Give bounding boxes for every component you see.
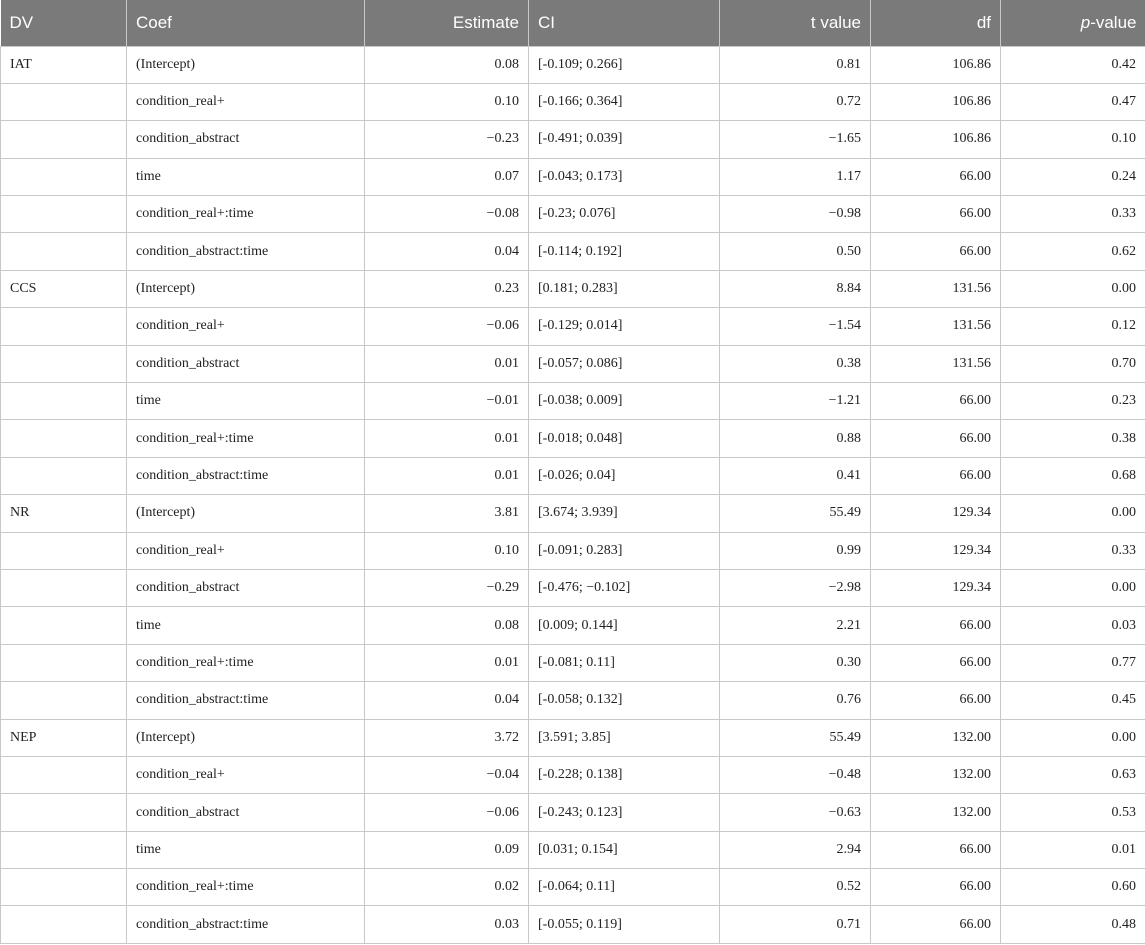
cell-p-value: 0.23 bbox=[1001, 383, 1145, 420]
table-row bbox=[1, 869, 1145, 906]
cell-ci: [-0.114; 0.192] bbox=[529, 233, 720, 270]
cell-dv bbox=[1, 794, 127, 831]
cell-coef: condition_real+:time bbox=[127, 869, 365, 906]
cell-p-value: 0.62 bbox=[1001, 233, 1145, 270]
cell-p-value: 0.48 bbox=[1001, 906, 1145, 943]
cell-dv bbox=[1, 682, 127, 719]
cell-coef: condition_real+:time bbox=[127, 196, 365, 233]
cell-estimate: −0.29 bbox=[365, 569, 529, 606]
cell-p-value: 0.00 bbox=[1001, 719, 1145, 756]
cell-ci: [0.009; 0.144] bbox=[529, 607, 720, 644]
cell-coef: condition_abstract bbox=[127, 794, 365, 831]
cell-df: 66.00 bbox=[871, 383, 1001, 420]
cell-t-value: 0.30 bbox=[720, 644, 871, 681]
cell-t-value: −0.48 bbox=[720, 756, 871, 793]
cell-estimate: −0.06 bbox=[365, 308, 529, 345]
table-header bbox=[1, 0, 1145, 46]
header-p-italic: p bbox=[1080, 12, 1091, 32]
cell-p-value: 0.68 bbox=[1001, 457, 1145, 494]
cell-ci: [-0.026; 0.04] bbox=[529, 457, 720, 494]
cell-t-value: 1.17 bbox=[720, 158, 871, 195]
cell-p-value: 0.60 bbox=[1001, 869, 1145, 906]
cell-ci: [3.674; 3.939] bbox=[529, 495, 720, 532]
cell-t-value: −2.98 bbox=[720, 569, 871, 606]
header-coef: Coef bbox=[127, 0, 365, 46]
cell-df: 131.56 bbox=[871, 270, 1001, 307]
table-row bbox=[1, 345, 1145, 382]
table-row bbox=[1, 420, 1145, 457]
cell-p-value: 0.33 bbox=[1001, 196, 1145, 233]
table-row bbox=[1, 682, 1145, 719]
table-row bbox=[1, 158, 1145, 195]
cell-dv bbox=[1, 158, 127, 195]
cell-df: 106.86 bbox=[871, 83, 1001, 120]
cell-coef: time bbox=[127, 383, 365, 420]
table-row bbox=[1, 457, 1145, 494]
cell-df: 66.00 bbox=[871, 607, 1001, 644]
cell-p-value: 0.03 bbox=[1001, 607, 1145, 644]
cell-coef: condition_real+:time bbox=[127, 644, 365, 681]
table-row bbox=[1, 532, 1145, 569]
table-row bbox=[1, 196, 1145, 233]
cell-t-value: −1.65 bbox=[720, 121, 871, 158]
cell-dv bbox=[1, 532, 127, 569]
cell-dv bbox=[1, 383, 127, 420]
table-row bbox=[1, 607, 1145, 644]
cell-p-value: 0.10 bbox=[1001, 121, 1145, 158]
cell-coef: condition_abstract:time bbox=[127, 233, 365, 270]
header-t-value: t value bbox=[720, 0, 871, 46]
cell-df: 132.00 bbox=[871, 719, 1001, 756]
cell-p-value: 0.12 bbox=[1001, 308, 1145, 345]
cell-df: 129.34 bbox=[871, 495, 1001, 532]
cell-df: 66.00 bbox=[871, 831, 1001, 868]
cell-coef: condition_real+ bbox=[127, 532, 365, 569]
cell-ci: [-0.491; 0.039] bbox=[529, 121, 720, 158]
cell-df: 132.00 bbox=[871, 756, 1001, 793]
header-row bbox=[1, 0, 1145, 46]
header-ci: CI bbox=[529, 0, 720, 46]
cell-ci: [-0.228; 0.138] bbox=[529, 756, 720, 793]
cell-p-value: 0.45 bbox=[1001, 682, 1145, 719]
cell-coef: condition_abstract:time bbox=[127, 457, 365, 494]
table-row bbox=[1, 233, 1145, 270]
cell-estimate: 0.10 bbox=[365, 83, 529, 120]
cell-ci: [-0.109; 0.266] bbox=[529, 46, 720, 83]
cell-estimate: 3.81 bbox=[365, 495, 529, 532]
cell-estimate: 3.72 bbox=[365, 719, 529, 756]
cell-ci: [-0.243; 0.123] bbox=[529, 794, 720, 831]
cell-estimate: 0.23 bbox=[365, 270, 529, 307]
cell-estimate: −0.04 bbox=[365, 756, 529, 793]
table-body bbox=[1, 46, 1145, 943]
cell-coef: condition_abstract bbox=[127, 569, 365, 606]
cell-estimate: −0.06 bbox=[365, 794, 529, 831]
cell-dv: CCS bbox=[1, 270, 127, 307]
cell-dv bbox=[1, 756, 127, 793]
cell-coef: condition_real+ bbox=[127, 756, 365, 793]
cell-dv bbox=[1, 420, 127, 457]
cell-coef: condition_real+ bbox=[127, 308, 365, 345]
cell-dv bbox=[1, 607, 127, 644]
cell-df: 66.00 bbox=[871, 158, 1001, 195]
cell-estimate: −0.23 bbox=[365, 121, 529, 158]
cell-t-value: 55.49 bbox=[720, 495, 871, 532]
cell-estimate: 0.03 bbox=[365, 906, 529, 943]
cell-estimate: −0.08 bbox=[365, 196, 529, 233]
cell-estimate: 0.07 bbox=[365, 158, 529, 195]
header-df: df bbox=[871, 0, 1001, 46]
cell-ci: [-0.166; 0.364] bbox=[529, 83, 720, 120]
cell-t-value: 0.76 bbox=[720, 682, 871, 719]
cell-t-value: 2.21 bbox=[720, 607, 871, 644]
cell-p-value: 0.00 bbox=[1001, 495, 1145, 532]
cell-df: 131.56 bbox=[871, 345, 1001, 382]
cell-dv bbox=[1, 196, 127, 233]
cell-estimate: 0.09 bbox=[365, 831, 529, 868]
cell-ci: [0.031; 0.154] bbox=[529, 831, 720, 868]
cell-p-value: 0.00 bbox=[1001, 270, 1145, 307]
cell-ci: [-0.055; 0.119] bbox=[529, 906, 720, 943]
cell-dv: NR bbox=[1, 495, 127, 532]
cell-p-value: 0.42 bbox=[1001, 46, 1145, 83]
cell-p-value: 0.47 bbox=[1001, 83, 1145, 120]
cell-dv bbox=[1, 345, 127, 382]
cell-coef: condition_real+ bbox=[127, 83, 365, 120]
cell-estimate: −0.01 bbox=[365, 383, 529, 420]
cell-dv bbox=[1, 457, 127, 494]
cell-ci: [-0.058; 0.132] bbox=[529, 682, 720, 719]
cell-coef: condition_abstract:time bbox=[127, 906, 365, 943]
cell-coef: (Intercept) bbox=[127, 270, 365, 307]
cell-dv bbox=[1, 569, 127, 606]
cell-t-value: 0.88 bbox=[720, 420, 871, 457]
cell-df: 129.34 bbox=[871, 569, 1001, 606]
cell-coef: (Intercept) bbox=[127, 495, 365, 532]
cell-dv: NEP bbox=[1, 719, 127, 756]
table-row bbox=[1, 756, 1145, 793]
cell-df: 66.00 bbox=[871, 906, 1001, 943]
cell-ci: [-0.018; 0.048] bbox=[529, 420, 720, 457]
cell-coef: time bbox=[127, 158, 365, 195]
cell-ci: [-0.476; −0.102] bbox=[529, 569, 720, 606]
cell-t-value: 0.72 bbox=[720, 83, 871, 120]
cell-ci: [-0.23; 0.076] bbox=[529, 196, 720, 233]
cell-p-value: 0.53 bbox=[1001, 794, 1145, 831]
cell-coef: time bbox=[127, 831, 365, 868]
cell-df: 66.00 bbox=[871, 644, 1001, 681]
cell-t-value: 55.49 bbox=[720, 719, 871, 756]
cell-coef: condition_real+:time bbox=[127, 420, 365, 457]
cell-estimate: 0.01 bbox=[365, 457, 529, 494]
cell-df: 66.00 bbox=[871, 420, 1001, 457]
header-estimate: Estimate bbox=[365, 0, 529, 46]
cell-t-value: 0.81 bbox=[720, 46, 871, 83]
cell-t-value: 2.94 bbox=[720, 831, 871, 868]
cell-estimate: 0.04 bbox=[365, 682, 529, 719]
cell-ci: [-0.057; 0.086] bbox=[529, 345, 720, 382]
cell-t-value: −1.21 bbox=[720, 383, 871, 420]
cell-ci: [-0.038; 0.009] bbox=[529, 383, 720, 420]
cell-estimate: 0.08 bbox=[365, 46, 529, 83]
cell-coef: time bbox=[127, 607, 365, 644]
cell-df: 66.00 bbox=[871, 682, 1001, 719]
cell-df: 66.00 bbox=[871, 233, 1001, 270]
cell-dv bbox=[1, 233, 127, 270]
cell-p-value: 0.33 bbox=[1001, 532, 1145, 569]
cell-estimate: 0.08 bbox=[365, 607, 529, 644]
cell-t-value: 0.71 bbox=[720, 906, 871, 943]
cell-coef: condition_abstract bbox=[127, 345, 365, 382]
cell-df: 66.00 bbox=[871, 869, 1001, 906]
cell-t-value: 0.99 bbox=[720, 532, 871, 569]
cell-ci: [-0.081; 0.11] bbox=[529, 644, 720, 681]
cell-t-value: 0.52 bbox=[720, 869, 871, 906]
cell-t-value: −0.63 bbox=[720, 794, 871, 831]
table-row bbox=[1, 794, 1145, 831]
cell-df: 66.00 bbox=[871, 457, 1001, 494]
cell-estimate: 0.04 bbox=[365, 233, 529, 270]
cell-p-value: 0.00 bbox=[1001, 569, 1145, 606]
cell-dv bbox=[1, 869, 127, 906]
table-row bbox=[1, 83, 1145, 120]
header-dv: DV bbox=[9, 12, 34, 32]
cell-t-value: 0.38 bbox=[720, 345, 871, 382]
cell-ci: [0.181; 0.283] bbox=[529, 270, 720, 307]
table-row bbox=[1, 121, 1145, 158]
cell-coef: (Intercept) bbox=[127, 719, 365, 756]
cell-p-value: 0.70 bbox=[1001, 345, 1145, 382]
cell-coef: condition_abstract:time bbox=[127, 682, 365, 719]
cell-ci: [-0.043; 0.173] bbox=[529, 158, 720, 195]
table-row bbox=[1, 270, 1145, 307]
cell-coef: (Intercept) bbox=[127, 46, 365, 83]
table-row bbox=[1, 644, 1145, 681]
table-row bbox=[1, 906, 1145, 943]
table-row bbox=[1, 46, 1145, 83]
cell-ci: [-0.064; 0.11] bbox=[529, 869, 720, 906]
cell-p-value: 0.77 bbox=[1001, 644, 1145, 681]
cell-p-value: 0.38 bbox=[1001, 420, 1145, 457]
table-row bbox=[1, 495, 1145, 532]
cell-dv bbox=[1, 83, 127, 120]
cell-t-value: 8.84 bbox=[720, 270, 871, 307]
cell-dv bbox=[1, 906, 127, 943]
cell-df: 132.00 bbox=[871, 794, 1001, 831]
table-row bbox=[1, 383, 1145, 420]
table-row bbox=[1, 831, 1145, 868]
header-p-value bbox=[1001, 0, 1145, 46]
cell-estimate: 0.01 bbox=[365, 420, 529, 457]
cell-p-value: 0.01 bbox=[1001, 831, 1145, 868]
cell-ci: [-0.091; 0.283] bbox=[529, 532, 720, 569]
cell-df: 106.86 bbox=[871, 46, 1001, 83]
cell-ci: [-0.129; 0.014] bbox=[529, 308, 720, 345]
table-row bbox=[1, 569, 1145, 606]
cell-df: 131.56 bbox=[871, 308, 1001, 345]
cell-estimate: 0.02 bbox=[365, 869, 529, 906]
cell-dv bbox=[1, 831, 127, 868]
cell-dv bbox=[1, 644, 127, 681]
cell-coef: condition_abstract bbox=[127, 121, 365, 158]
cell-estimate: 0.01 bbox=[365, 644, 529, 681]
table-row bbox=[1, 308, 1145, 345]
cell-df: 66.00 bbox=[871, 196, 1001, 233]
cell-df: 106.86 bbox=[871, 121, 1001, 158]
cell-ci: [3.591; 3.85] bbox=[529, 719, 720, 756]
cell-p-value: 0.63 bbox=[1001, 756, 1145, 793]
cell-dv: IAT bbox=[1, 46, 127, 83]
cell-t-value: 0.41 bbox=[720, 457, 871, 494]
cell-estimate: 0.10 bbox=[365, 532, 529, 569]
cell-dv bbox=[1, 308, 127, 345]
cell-df: 129.34 bbox=[871, 532, 1001, 569]
cell-dv bbox=[1, 121, 127, 158]
cell-estimate: 0.01 bbox=[365, 345, 529, 382]
cell-t-value: −1.54 bbox=[720, 308, 871, 345]
cell-p-value: 0.24 bbox=[1001, 158, 1145, 195]
header-p-rest: -value bbox=[1090, 12, 1137, 32]
cell-t-value: 0.50 bbox=[720, 233, 871, 270]
cell-t-value: −0.98 bbox=[720, 196, 871, 233]
table-row bbox=[1, 719, 1145, 756]
